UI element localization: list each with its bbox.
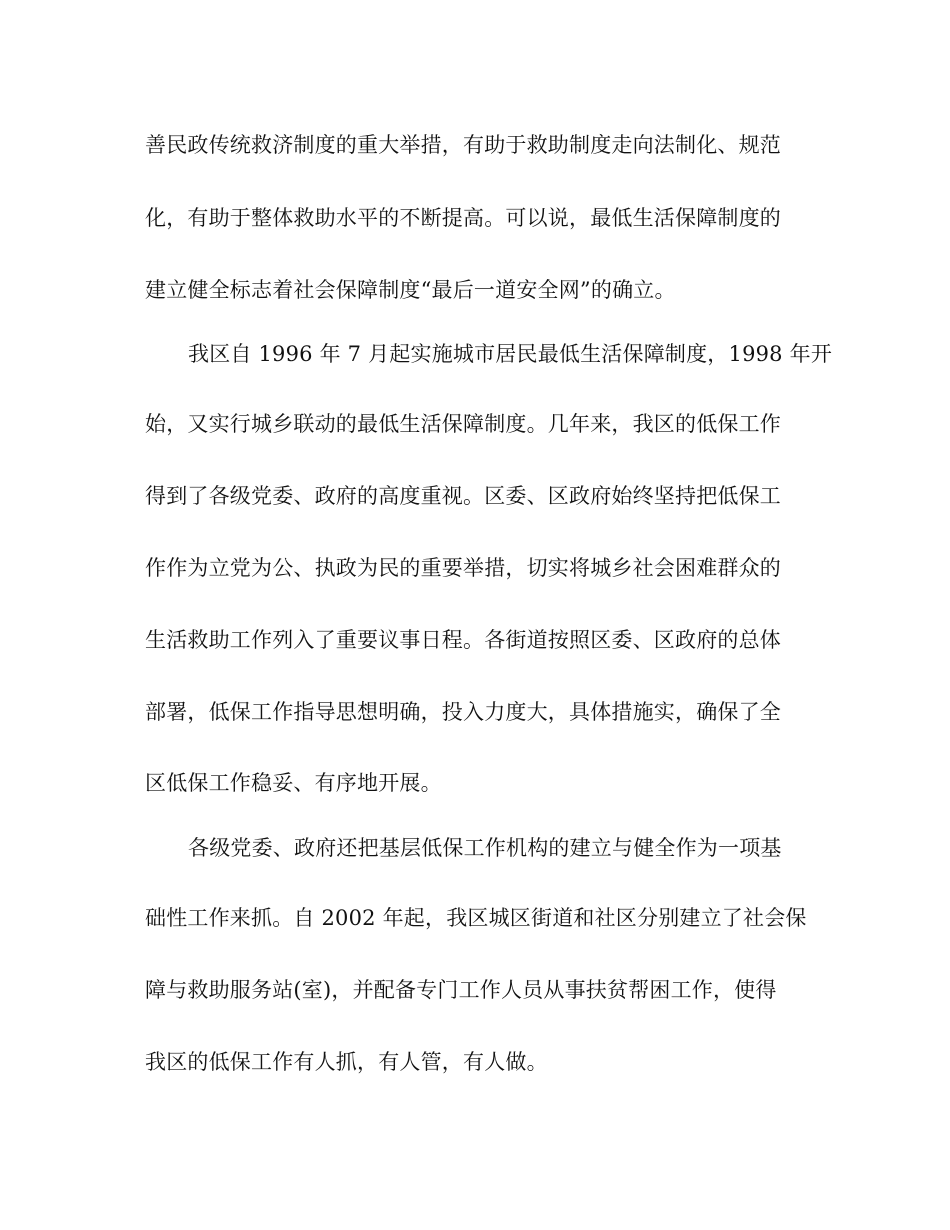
text-line: 我区的低保工作有人抓，有人管，有人做。 xyxy=(145,1050,548,1074)
text-line: 化，有助于整体救助水平的不断提高。可以说，最低生活保障制度的 xyxy=(145,206,781,230)
text-line: 各级党委、政府还把基层低保工作机构的建立与健全作为一项基 xyxy=(188,836,782,860)
text-line: 础性工作来抓。自 2002 年起，我区城区街道和社区分别建立了社会保 xyxy=(145,906,807,930)
text-line: 得到了各级党委、政府的高度重视。区委、区政府始终坚持把低保工 xyxy=(145,484,781,508)
text-line: 障与救助服务站(室)，并配备专门工作人员从事扶贫帮困工作，使得 xyxy=(145,978,777,1002)
text-line: 部署，低保工作指导思想明确，投入力度大，具体措施实，确保了全 xyxy=(145,700,781,724)
text-line: 建立健全标志着社会保障制度“最后一道安全网”的确立。 xyxy=(145,278,676,302)
text-line: 生活救助工作列入了重要议事日程。各街道按照区委、区政府的总体 xyxy=(145,628,781,652)
text-line: 作作为立党为公、执政为民的重要举措，切实将城乡社会困难群众的 xyxy=(145,556,781,580)
text-line: 区低保工作稳妥、有序地开展。 xyxy=(145,771,442,795)
text-line: 始，又实行城乡联动的最低生活保障制度。几年来，我区的低保工作 xyxy=(145,412,781,436)
text-line: 善民政传统救济制度的重大举措，有助于救助制度走向法制化、规范 xyxy=(145,133,781,157)
text-line: 我区自 1996 年 7 月起实施城市居民最低生活保障制度，1998 年开 xyxy=(188,342,833,366)
